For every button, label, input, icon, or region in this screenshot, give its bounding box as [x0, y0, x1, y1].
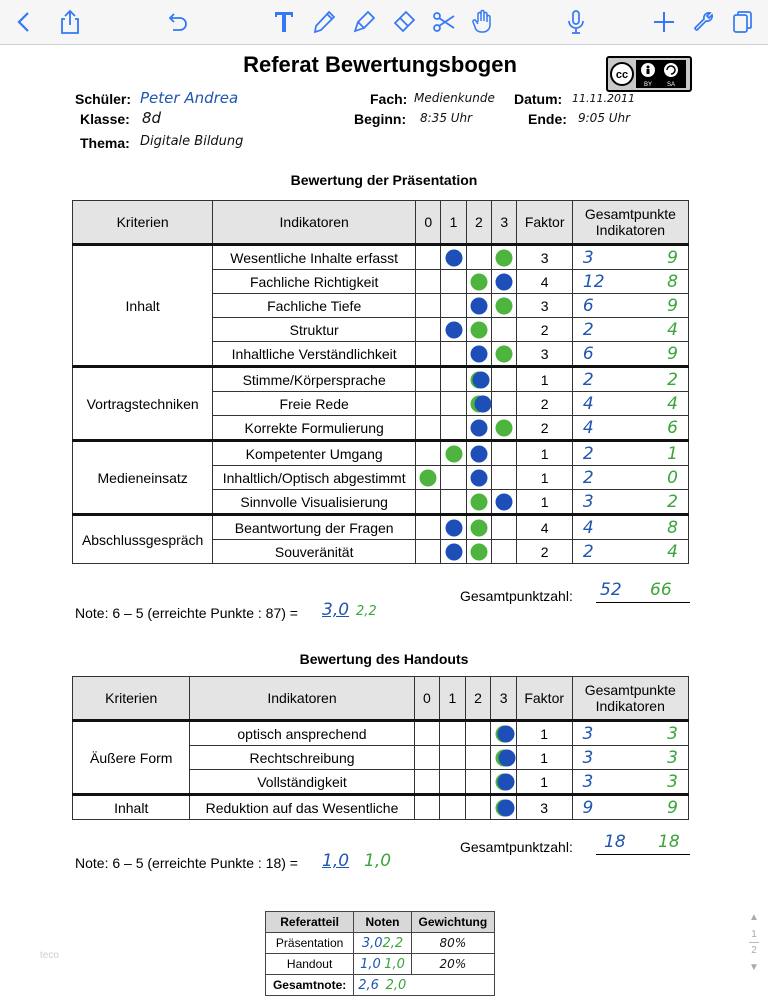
- table-row: [73, 245, 689, 270]
- points-green: 9: [667, 797, 678, 818]
- blue-rating-dot[interactable]: [498, 773, 515, 790]
- page-current: 1: [751, 929, 757, 940]
- indicator-cell: Fachliche Tiefe: [213, 294, 416, 318]
- points-cell: [572, 367, 688, 392]
- indicator-cell: Freie Rede: [213, 392, 416, 416]
- praesentation-note-blue: 3,0: [322, 600, 350, 620]
- beginn-label: Beginn:: [354, 111, 407, 127]
- svg-text:cc: cc: [615, 69, 629, 81]
- header-score-3: 3: [492, 201, 517, 245]
- summary-note-green: 2,2: [382, 935, 404, 951]
- criterion-cell: Abschlussgespräch: [73, 515, 213, 564]
- table-row: [73, 515, 689, 540]
- summary-total-green: 2,0: [385, 977, 407, 993]
- summary-header-row: [266, 912, 495, 933]
- header-kriterien: Kriterien: [73, 201, 213, 245]
- points-green: 9: [667, 247, 678, 268]
- score-cell-3[interactable]: [492, 416, 517, 441]
- faktor-cell: 3: [517, 294, 572, 318]
- points-blue: 3: [582, 247, 594, 268]
- handout-note-blue: 1,0: [322, 851, 350, 871]
- green-rating-dot[interactable]: [470, 273, 487, 290]
- criterion-cell: Medieneinsatz: [73, 441, 213, 515]
- watermark: teco: [40, 950, 59, 961]
- datum-label: Datum:: [514, 91, 563, 107]
- score-cell-2[interactable]: [466, 515, 491, 540]
- points-green: 1: [667, 443, 678, 464]
- points-cell: [572, 270, 688, 294]
- thema-value: Digitale Bildung: [140, 134, 244, 149]
- score-cell-2[interactable]: [466, 342, 491, 367]
- blue-rating-dot[interactable]: [445, 543, 462, 560]
- score-cell-1[interactable]: [441, 441, 466, 466]
- score-cell-0[interactable]: [416, 318, 441, 342]
- criterion-cell: Äußere Form: [73, 721, 190, 795]
- points-cell: [572, 466, 688, 490]
- points-green: 3: [667, 747, 678, 768]
- score-cell-2[interactable]: [466, 466, 491, 490]
- score-cell-2[interactable]: [466, 270, 491, 294]
- faktor-cell: 1: [517, 466, 572, 490]
- blue-rating-dot[interactable]: [474, 395, 491, 412]
- header-gesamtpunkte: Gesamtpunkte Indikatoren: [572, 201, 688, 245]
- score-cell-3[interactable]: [491, 721, 517, 746]
- indicator-cell: Inhaltliche Verständlichkeit: [213, 342, 416, 367]
- green-rating-dot[interactable]: [496, 419, 513, 436]
- back-icon[interactable]: [10, 8, 38, 36]
- green-rating-dot[interactable]: [445, 445, 462, 462]
- score-cell-3[interactable]: [492, 490, 517, 515]
- score-cell-0[interactable]: [416, 270, 441, 294]
- microphone-icon[interactable]: [562, 8, 590, 36]
- blue-rating-dot[interactable]: [499, 749, 516, 766]
- score-cell-3[interactable]: [492, 540, 517, 564]
- points-green: 6: [667, 417, 678, 438]
- score-cell-0[interactable]: [416, 441, 441, 466]
- schueler-label: Schüler:: [75, 91, 132, 107]
- ende-value: 9:05 Uhr: [578, 111, 631, 125]
- indicator-cell: Vollständigkeit: [190, 770, 414, 795]
- summary-note-blue: 1,0: [360, 956, 381, 972]
- page-down-icon[interactable]: ▼: [749, 962, 759, 973]
- score-cell-1[interactable]: [440, 746, 466, 770]
- score-cell-2[interactable]: [465, 795, 491, 820]
- green-rating-dot[interactable]: [470, 321, 487, 338]
- green-rating-dot[interactable]: [496, 345, 513, 362]
- score-cell-0[interactable]: [416, 490, 441, 515]
- score-cell-3[interactable]: [492, 245, 517, 270]
- blue-rating-dot[interactable]: [470, 297, 487, 314]
- score-cell-1[interactable]: [441, 318, 466, 342]
- indicator-cell: Beantwortung der Fragen: [213, 515, 416, 540]
- summary-total-row: [266, 975, 495, 996]
- page-up-icon[interactable]: ▲: [749, 912, 759, 923]
- points-cell: [572, 416, 688, 441]
- handout-table: [72, 676, 689, 820]
- points-blue: 3: [582, 491, 594, 512]
- points-cell: [572, 392, 688, 416]
- score-cell-1[interactable]: [441, 367, 466, 392]
- green-rating-dot[interactable]: [496, 297, 513, 314]
- score-cell-2[interactable]: [466, 416, 491, 441]
- cc-logo-icon: [608, 60, 686, 88]
- summary-note-blue: 3,0: [361, 935, 383, 951]
- points-blue: 2: [582, 467, 594, 488]
- faktor-cell: 3: [517, 245, 572, 270]
- criterion-cell: Inhalt: [73, 795, 190, 820]
- highlighter-icon[interactable]: [350, 8, 378, 36]
- summary-header-gewichtung: Gewichtung: [411, 912, 494, 933]
- handout-gesamt-blue: 18: [604, 832, 626, 852]
- points-blue: 4: [582, 417, 594, 438]
- points-blue: 2: [582, 443, 594, 464]
- score-cell-0[interactable]: [416, 416, 441, 441]
- indicator-cell: Fachliche Richtigkeit: [213, 270, 416, 294]
- hand-icon[interactable]: [468, 8, 496, 36]
- points-green: 4: [667, 319, 678, 340]
- cc-license-badge: [606, 56, 692, 92]
- criterion-cell: Vortragstechniken: [73, 367, 213, 441]
- indicator-cell: Inhaltlich/Optisch abgestimmt: [213, 466, 416, 490]
- green-rating-dot[interactable]: [420, 469, 437, 486]
- faktor-cell: 1: [516, 721, 572, 746]
- wrench-icon[interactable]: [690, 8, 718, 36]
- svg-text:SA: SA: [666, 82, 676, 88]
- summary-table: [265, 911, 495, 996]
- handout-note: Note: 6 – 5 (erreichte Punkte : 18) =: [75, 855, 298, 871]
- score-cell-1[interactable]: [440, 770, 466, 795]
- score-cell-1[interactable]: [441, 245, 466, 270]
- header-indikatoren: Indikatoren: [213, 201, 416, 245]
- klasse-value: 8d: [142, 109, 162, 127]
- points-cell: [572, 721, 689, 746]
- points-cell: [572, 515, 688, 540]
- indicator-cell: Sinnvolle Visualisierung: [213, 490, 416, 515]
- points-blue: 3: [582, 771, 594, 792]
- score-cell-1[interactable]: [441, 342, 466, 367]
- blue-rating-dot[interactable]: [445, 519, 462, 536]
- header-score-2: 2: [465, 677, 491, 721]
- table-header-row: [73, 677, 689, 721]
- toolbar: [0, 0, 768, 45]
- thema-label: Thema:: [80, 135, 130, 151]
- score-cell-2[interactable]: [466, 367, 491, 392]
- score-cell-2[interactable]: [466, 318, 491, 342]
- indicator-cell: Reduktion auf das Wesentliche: [190, 795, 414, 820]
- faktor-cell: 1: [516, 746, 572, 770]
- score-cell-1[interactable]: [441, 392, 466, 416]
- points-cell: [572, 770, 689, 795]
- header-indikatoren: Indikatoren: [190, 677, 414, 721]
- header-score-1: 1: [440, 677, 466, 721]
- indicator-cell: Korrekte Formulierung: [213, 416, 416, 441]
- indicator-cell: Rechtschreibung: [190, 746, 414, 770]
- score-cell-1[interactable]: [441, 466, 466, 490]
- summary-row: [266, 933, 495, 954]
- score-cell-2[interactable]: [466, 441, 491, 466]
- blue-rating-dot[interactable]: [496, 273, 513, 290]
- summary-gewichtung: 80%: [411, 933, 494, 954]
- summary-header-teil: Referatteil: [266, 912, 354, 933]
- points-cell: [572, 746, 689, 770]
- points-cell: [572, 490, 688, 515]
- summary-note-green: 1,0: [384, 956, 405, 972]
- faktor-cell: 2: [517, 318, 572, 342]
- score-cell-3[interactable]: [492, 342, 517, 367]
- score-cell-1[interactable]: [441, 490, 466, 515]
- points-green: 2: [667, 369, 678, 390]
- undo-icon[interactable]: [163, 8, 191, 36]
- points-blue: 6: [582, 295, 594, 316]
- summary-gewichtung: 20%: [411, 954, 494, 975]
- points-blue: 6: [582, 343, 594, 364]
- scissors-icon[interactable]: [430, 8, 458, 36]
- points-cell: [572, 540, 688, 564]
- faktor-cell: 2: [517, 540, 572, 564]
- points-cell: [572, 441, 688, 466]
- score-cell-2[interactable]: [466, 245, 491, 270]
- table-header-row: [73, 201, 689, 245]
- header-score-3: 3: [491, 677, 517, 721]
- header-score-2: 2: [466, 201, 491, 245]
- page-divider: [749, 942, 759, 943]
- score-cell-1[interactable]: [441, 294, 466, 318]
- faktor-cell: 1: [517, 441, 572, 466]
- blue-rating-dot[interactable]: [496, 493, 513, 510]
- points-green: 9: [667, 295, 678, 316]
- score-cell-1[interactable]: [441, 416, 466, 441]
- score-cell-2[interactable]: [465, 721, 491, 746]
- score-cell-2[interactable]: [466, 392, 491, 416]
- indicator-cell: Struktur: [213, 318, 416, 342]
- handout-gesamt-label: Gesamtpunktzahl:: [460, 839, 573, 855]
- handout-title: Bewertung des Handouts: [299, 651, 469, 667]
- points-cell: [572, 294, 688, 318]
- score-cell-1[interactable]: [441, 270, 466, 294]
- fach-label: Fach:: [370, 91, 408, 107]
- green-rating-dot[interactable]: [470, 543, 487, 560]
- header-kriterien: Kriterien: [73, 677, 190, 721]
- points-green: 0: [667, 467, 678, 488]
- table-row: [73, 795, 689, 820]
- indicator-cell: Kompetenter Umgang: [213, 441, 416, 466]
- gesamt-underline: [596, 602, 690, 603]
- datum-value: 11.11.2011: [572, 92, 635, 105]
- points-green: 4: [667, 393, 678, 414]
- points-blue: 3: [582, 747, 594, 768]
- ende-label: Ende:: [528, 111, 567, 127]
- score-cell-0[interactable]: [414, 795, 440, 820]
- handout-gesamt-green: 18: [658, 832, 680, 852]
- score-cell-0[interactable]: [416, 515, 441, 540]
- score-cell-2[interactable]: [465, 770, 491, 795]
- score-cell-3[interactable]: [492, 294, 517, 318]
- faktor-cell: 2: [517, 416, 572, 441]
- schueler-value: Peter Andrea: [140, 89, 239, 107]
- points-green: 2: [667, 491, 678, 512]
- handout-gesamt-underline: [596, 854, 690, 855]
- score-cell-0[interactable]: [416, 367, 441, 392]
- indicator-cell: Souveränität: [213, 540, 416, 564]
- score-cell-0[interactable]: [416, 540, 441, 564]
- handout-note-green: 1,0: [364, 851, 392, 871]
- table-row: [73, 367, 689, 392]
- score-cell-0[interactable]: [416, 245, 441, 270]
- faktor-cell: 4: [517, 515, 572, 540]
- points-green: 3: [667, 723, 678, 744]
- praesentation-note: Note: 6 – 5 (erreichte Punkte : 87) =: [75, 605, 298, 621]
- blue-rating-dot[interactable]: [445, 249, 462, 266]
- faktor-cell: 1: [517, 367, 572, 392]
- points-blue: 12: [582, 271, 605, 292]
- header-faktor: Faktor: [516, 677, 572, 721]
- summary-row: [266, 954, 495, 975]
- add-icon[interactable]: [650, 8, 678, 36]
- indicator-cell: Wesentliche Inhalte erfasst: [213, 245, 416, 270]
- score-cell-0[interactable]: [416, 294, 441, 318]
- blue-rating-dot[interactable]: [470, 469, 487, 486]
- score-cell-1[interactable]: [441, 515, 466, 540]
- score-cell-3[interactable]: [491, 746, 517, 770]
- pages-icon[interactable]: [728, 8, 756, 36]
- criterion-cell: Inhalt: [73, 245, 213, 367]
- green-rating-dot[interactable]: [496, 249, 513, 266]
- points-green: 3: [667, 771, 678, 792]
- score-cell-3[interactable]: [492, 367, 517, 392]
- header-faktor: Faktor: [517, 201, 572, 245]
- score-cell-2[interactable]: [466, 294, 491, 318]
- points-blue: 4: [582, 393, 594, 414]
- table-row: [73, 441, 689, 466]
- score-cell-2[interactable]: [465, 746, 491, 770]
- header-score-0: 0: [414, 677, 440, 721]
- faktor-cell: 4: [517, 270, 572, 294]
- praesentation-table: [72, 200, 689, 564]
- score-cell-3[interactable]: [492, 441, 517, 466]
- score-cell-3[interactable]: [491, 770, 517, 795]
- header-score-1: 1: [441, 201, 466, 245]
- points-blue: 9: [582, 797, 594, 818]
- points-blue: 2: [582, 369, 594, 390]
- score-cell-0[interactable]: [416, 342, 441, 367]
- header-score-0: 0: [416, 201, 441, 245]
- points-cell: [572, 342, 688, 367]
- share-icon[interactable]: [56, 8, 84, 36]
- page-total: 2: [751, 945, 757, 956]
- score-cell-2[interactable]: [466, 540, 491, 564]
- page-indicator[interactable]: [746, 912, 762, 982]
- score-cell-3[interactable]: [492, 270, 517, 294]
- points-green: 8: [667, 517, 678, 538]
- points-green: 9: [667, 343, 678, 364]
- summary-teil: Handout: [266, 954, 354, 975]
- blue-rating-dot[interactable]: [470, 345, 487, 362]
- score-cell-1[interactable]: [440, 721, 466, 746]
- pen-icon[interactable]: [310, 8, 338, 36]
- header-gesamtpunkte: Gesamtpunkte Indikatoren: [572, 677, 689, 721]
- summary-total-label: Gesamtnote:: [266, 975, 354, 996]
- score-cell-0[interactable]: [414, 770, 440, 795]
- points-green: 4: [667, 541, 678, 562]
- score-cell-0[interactable]: [416, 392, 441, 416]
- points-blue: 3: [582, 723, 594, 744]
- green-rating-dot[interactable]: [470, 493, 487, 510]
- score-cell-3[interactable]: [492, 318, 517, 342]
- points-blue: 4: [582, 517, 594, 538]
- points-cell: [572, 318, 688, 342]
- text-tool-icon[interactable]: [270, 8, 298, 36]
- score-cell-3[interactable]: [491, 795, 517, 820]
- eraser-icon[interactable]: [390, 8, 418, 36]
- indicator-cell: optisch ansprechend: [190, 721, 414, 746]
- score-cell-1[interactable]: [441, 540, 466, 564]
- klasse-label: Klasse:: [80, 111, 130, 127]
- document-title: Referat Bewertungsbogen: [243, 52, 517, 77]
- faktor-cell: 1: [517, 490, 572, 515]
- score-cell-2[interactable]: [466, 490, 491, 515]
- table-row: [73, 721, 689, 746]
- blue-rating-dot[interactable]: [445, 321, 462, 338]
- blue-rating-dot[interactable]: [498, 725, 515, 742]
- score-cell-1[interactable]: [440, 795, 466, 820]
- summary-header-noten: Noten: [354, 912, 412, 933]
- green-rating-dot[interactable]: [470, 519, 487, 536]
- praesentation-gesamt-blue: 52: [600, 580, 622, 600]
- points-blue: 2: [582, 319, 594, 340]
- score-cell-3[interactable]: [492, 515, 517, 540]
- score-cell-3[interactable]: [492, 392, 517, 416]
- faktor-cell: 1: [516, 770, 572, 795]
- praesentation-note-green: 2,2: [356, 604, 377, 619]
- score-cell-3[interactable]: [492, 466, 517, 490]
- praesentation-title: Bewertung der Präsentation: [290, 172, 478, 188]
- points-blue: 2: [582, 541, 594, 562]
- blue-rating-dot[interactable]: [473, 371, 490, 388]
- summary-teil: Präsentation: [266, 933, 354, 954]
- score-cell-0[interactable]: [414, 746, 440, 770]
- points-cell: [572, 245, 688, 270]
- beginn-value: 8:35 Uhr: [420, 111, 473, 125]
- svg-text:BY: BY: [643, 82, 653, 88]
- fach-value: Medienkunde: [414, 91, 495, 105]
- summary-total-blue: 2,6: [358, 977, 379, 993]
- faktor-cell: 3: [516, 795, 572, 820]
- faktor-cell: 2: [517, 392, 572, 416]
- indicator-cell: Stimme/Körpersprache: [213, 367, 416, 392]
- points-cell: [572, 795, 689, 820]
- score-cell-0[interactable]: [414, 721, 440, 746]
- praesentation-gesamt-label: Gesamtpunktzahl:: [460, 588, 573, 604]
- praesentation-gesamt-green: 66: [650, 580, 672, 600]
- blue-rating-dot[interactable]: [470, 445, 487, 462]
- blue-rating-dot[interactable]: [498, 799, 515, 816]
- blue-rating-dot[interactable]: [470, 419, 487, 436]
- faktor-cell: 3: [517, 342, 572, 367]
- points-green: 8: [667, 271, 678, 292]
- score-cell-0[interactable]: [416, 466, 441, 490]
